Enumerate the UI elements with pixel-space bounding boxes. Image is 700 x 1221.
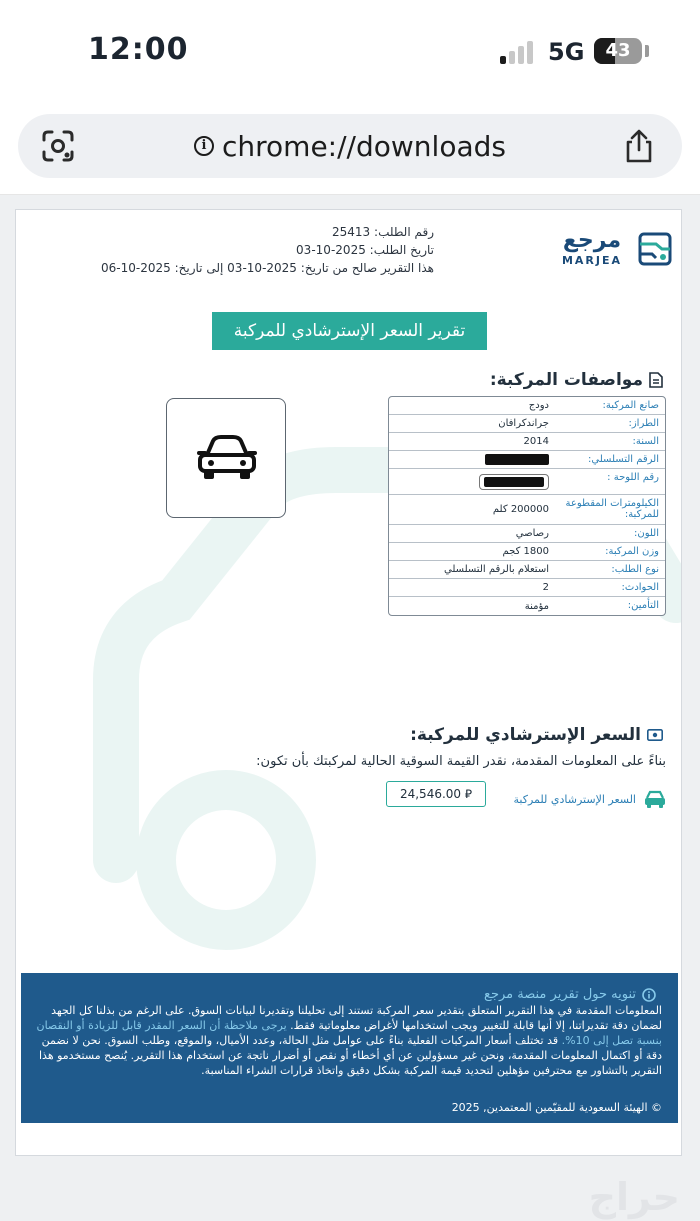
- report-meta: [34, 223, 434, 277]
- spec-key: رقم اللوحة :: [607, 472, 659, 483]
- info-circle-icon: [642, 988, 656, 1002]
- logo-latin: MARJEA: [561, 254, 623, 267]
- spec-key: صانع المركبة:: [602, 400, 659, 411]
- share-icon[interactable]: [622, 128, 656, 164]
- haraj-watermark-logo: حراج: [588, 1175, 680, 1219]
- address-bar[interactable]: [18, 114, 682, 178]
- spec-row-accidents: [389, 579, 665, 597]
- specs-table: [388, 396, 666, 616]
- spec-row-plate: [389, 469, 665, 495]
- spec-row-request-type: [389, 561, 665, 579]
- spec-value: استعلام بالرقم التسلسلي: [444, 564, 549, 575]
- spec-row-insurance: [389, 597, 665, 615]
- money-icon: [647, 729, 663, 741]
- status-time: 12:00: [88, 32, 189, 67]
- request-number: رقم الطلب: 25413: [332, 225, 434, 239]
- car-small-icon: [644, 790, 666, 808]
- spec-value: [389, 469, 555, 494]
- spec-row-model: [389, 415, 665, 433]
- spec-key: الطراز:: [628, 418, 659, 429]
- spec-key: الحوادث:: [621, 582, 659, 593]
- redacted-serial: [485, 454, 549, 465]
- google-lens-icon[interactable]: [40, 128, 76, 164]
- spec-key: وزن المركبة:: [605, 546, 659, 557]
- spec-value: مؤمنة: [524, 600, 549, 612]
- browser-toolbar: [0, 100, 700, 195]
- spec-row-mileage: [389, 495, 665, 525]
- spec-row-manufacturer: [389, 397, 665, 415]
- report-title: تقرير السعر الإسترشادي للمركبة: [212, 312, 487, 350]
- spec-value: جراندكرافان: [498, 418, 549, 429]
- copyright: © الهيئة السعودية للمقيّمين المعتمدين, 2025: [451, 1101, 662, 1114]
- spec-row-serial: [389, 451, 665, 469]
- logo-mark-icon: [638, 232, 672, 266]
- spec-key: الكيلومترات المقطوعة للمركبة:: [565, 498, 659, 520]
- riyal-symbol-icon: ⃁: [464, 787, 473, 801]
- logo-arabic: مرجع: [562, 228, 622, 253]
- disclaimer-body: المعلومات المقدمة في هذا التقرير المتعلق بتقدير سعر المركبة تستند إلى تحليلنا وتقديرنا لبيانات السوق. على الرغم من بذلنا كل الجهد لضمان دقة تقديراتنا، إلا أنها قابلة للتغيير ويجب استخدامها لأغراض معلوماتية فقط. يرجى ملاحظة أن السعر المقدر قابل للزيادة أو النقصان بنسبة تصل إلى 10%. قد تختلف أسعار المركبات الفعلية بناءً على عوامل مثل الحالة، وعدد الأميال، والموقع، وطلب السوق. نحن لا نضمن دقة أو اكتمال المعلومات المقدمة، ونحن غير مسؤولين عن أي أخطاء أو نقص أو أضرار ناتجة عن استخدام هذا التقرير. يُنصح مستخدمو هذا التقرير بالتشاور مع محترفين مؤهلين لتحديد قيمة المركبة بشكل دقيق واتخاذ قرارات الشراء المناسبة.: [36, 1004, 662, 1077]
- status-bar: [0, 0, 700, 100]
- report-document: [15, 209, 682, 1156]
- spec-row-color: [389, 525, 665, 543]
- spec-key: نوع الطلب:: [611, 564, 659, 575]
- specs-heading: مواصفات المركبة:: [490, 370, 663, 390]
- spec-key: اللون:: [633, 528, 659, 539]
- spec-value: 1800 كجم: [502, 546, 549, 557]
- battery-tip: [645, 45, 649, 57]
- spec-value: 200000 كلم: [492, 504, 549, 515]
- url-text: chrome://downloads: [222, 129, 506, 163]
- disclaimer-title: تنويه حول تقرير منصة مرجع: [484, 987, 656, 1002]
- price-value: 24,546.00: [399, 787, 462, 801]
- spec-key: السنة:: [632, 436, 659, 447]
- price-label: السعر الإسترشادي للمركبة: [513, 792, 636, 806]
- request-date: تاريخ الطلب: 2025-10-03: [296, 243, 434, 257]
- network-type: 5G: [548, 38, 585, 66]
- info-icon[interactable]: i: [194, 136, 214, 156]
- battery-icon: [594, 38, 642, 64]
- disclaimer-highlight: يرجى ملاحظة أن السعر المقدر قابل للزيادة أو النقصان بنسبة تصل إلى 10%.: [36, 1019, 662, 1047]
- spec-key: التأمين:: [627, 600, 659, 611]
- price-value-box: [386, 781, 486, 807]
- validity-range: هذا التقرير صالح من تاريخ: 2025-10-03 إلى تاريخ: 2025-10-06: [100, 261, 434, 275]
- spec-value: 2014: [523, 436, 549, 447]
- signal-icon: [500, 40, 536, 64]
- spec-value: [389, 451, 555, 468]
- price-heading: السعر الإسترشادي للمركبة:: [410, 725, 663, 745]
- car-icon: [197, 435, 257, 481]
- spec-key: الرقم التسلسلي:: [588, 454, 659, 465]
- spec-value: دودج: [528, 400, 549, 411]
- spec-value: 2: [542, 582, 549, 593]
- redacted-plate: [479, 474, 549, 490]
- price-label-row: [486, 787, 666, 811]
- document-icon: [649, 372, 663, 388]
- marjea-logo: [552, 228, 672, 270]
- spec-row-weight: [389, 543, 665, 561]
- spec-value: رصاصي: [515, 528, 549, 539]
- url-display[interactable]: [18, 114, 682, 178]
- price-intro: بناءً على المعلومات المقدمة، نقدر القيمة السوقية الحالية لمركبتك بأن تكون:: [256, 754, 666, 769]
- battery-percent: 43: [605, 40, 631, 61]
- vehicle-image-placeholder: [166, 398, 286, 518]
- spec-row-year: [389, 433, 665, 451]
- disclaimer-panel: [21, 973, 678, 1123]
